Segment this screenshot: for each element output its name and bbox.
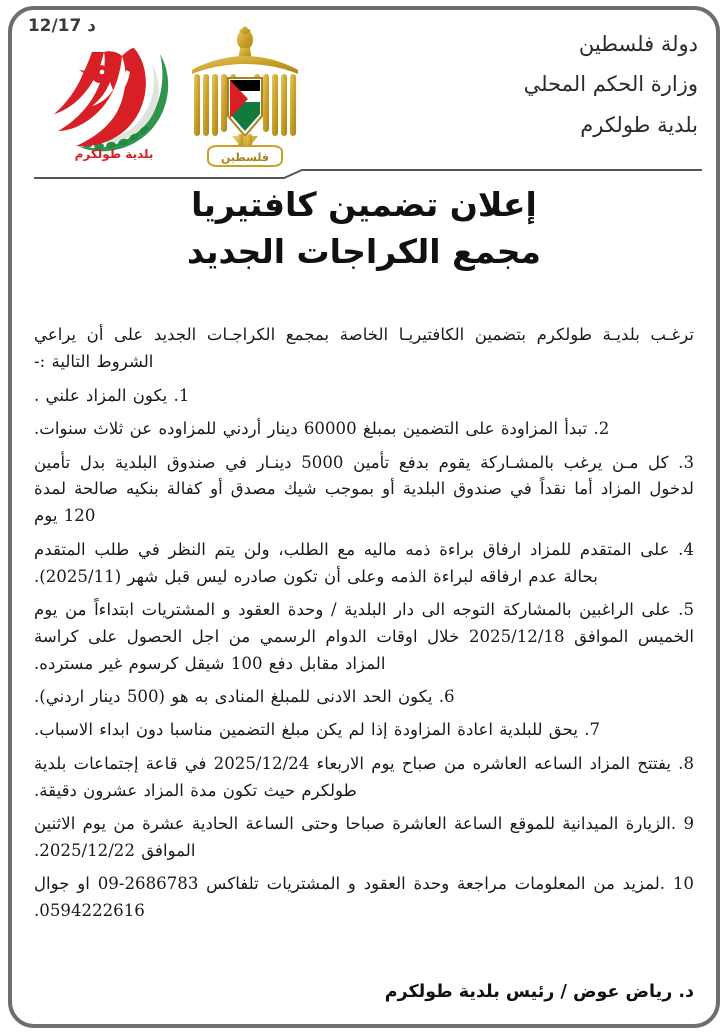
condition-item-10: 10 .لمزيد من المعلومات مراجعة وحدة العقود و المشتريات تلفاكس 2686783-09 او جوال 0594222616. <box>34 874 694 921</box>
organization-titles <box>368 24 698 145</box>
ad-frame-border <box>8 6 720 1028</box>
condition-item-1: 1. يكون المزاد علني . <box>34 385 190 405</box>
condition-item-4: 4. على المتقدم للمزاد ارفاق براءة ذمه ماليه مع الطلب، ولن يتم النظر في طلب المتقدم بحالة عدم ارفاقه لبراءة الذمه وعلى أن تكون صادره ليس قبل شهر (2025/11). <box>34 539 694 586</box>
palestine-state-emblem <box>182 24 308 170</box>
condition-item-3: 3. كل مـن يرغب بالمشـاركة يقوم بدفع تأمين 5000 دينـار في صندوق البلدية بدل تأمين لدخول المزاد أما نقداً في صندوق البلدية أو بموجب شيك مصدق أو كفالة بنكيه صالحة لمدة 120 يوم <box>34 452 694 526</box>
condition-item-5: 5. على الراغبين بالمشاركة التوجه الى دار البلدية / وحدة العقود و المشتريات ابتداءاً من يوم الخميس الموافق 2025/12/18 خلال اوقات الدوام الرسمي من اجل الحصول على كراسة المزاد مقابل دفع 100 شيقل كرسوم غير مسترده. <box>34 599 694 673</box>
org-line-municipality: بلدية طولكرم <box>580 112 698 137</box>
title-line-1: إعلان تضمين كافتيريا <box>191 185 537 224</box>
logo-group <box>42 24 332 164</box>
signature-line: د. رياض عوض / رئيس بلدية طولكرم <box>384 982 694 1002</box>
org-line-state: دولة فلسطين <box>578 32 698 56</box>
document-header <box>12 10 716 168</box>
condition-item-7: 7. يحق للبلدية اعادة المزاودة إذا لم يكن مبلغ التضمين مناسبا دون ابداء الاسباب. <box>34 720 601 740</box>
date-stamp: د 12/17 <box>27 16 96 36</box>
title-line-2: مجمع الكراجات الجديد <box>187 231 541 271</box>
svg-text:فلسطين: فلسطين <box>221 151 269 164</box>
tulkarm-municipality-logo <box>48 30 178 162</box>
intro-paragraph: ترغـب بلديـة طولكرم بتضمين الكافتيريـا الخاصة بمجمع الكراجـات الجديد على أن يراعي الشروط التالية :- <box>34 325 694 371</box>
announcement-body <box>34 322 694 932</box>
condition-item-9: 9 .الزيارة الميدانية للموقع الساعة العاشرة صباحا وحتى الساعة الحادية عشرة من يوم الاثنين الموافق 2025/12/22. <box>34 814 694 860</box>
svg-text:بلدية طولكرم: بلدية طولكرم <box>74 147 154 161</box>
page-title <box>12 182 716 276</box>
org-line-ministry: وزارة الحكم المحلي <box>523 72 698 97</box>
header-divider <box>34 166 702 178</box>
condition-item-8: 8. يفتتح المزاد الساعه العاشره من صباح يوم الاربعاء 2025/12/24 في قاعة إجتماعات بلدية طولكرم حيث تكون مدة المزاد عشرون دقيقة. <box>34 753 695 800</box>
condition-item-6: 6. يكون الحد الادنى للمبلغ المنادى به هو (500 دينار اردني). <box>34 687 455 706</box>
condition-item-2: 2. تبدأ المزاودة على التضمين بمبلغ 60000 دينار أردني للمزاوده عن ثلاث سنوات. <box>34 419 610 439</box>
